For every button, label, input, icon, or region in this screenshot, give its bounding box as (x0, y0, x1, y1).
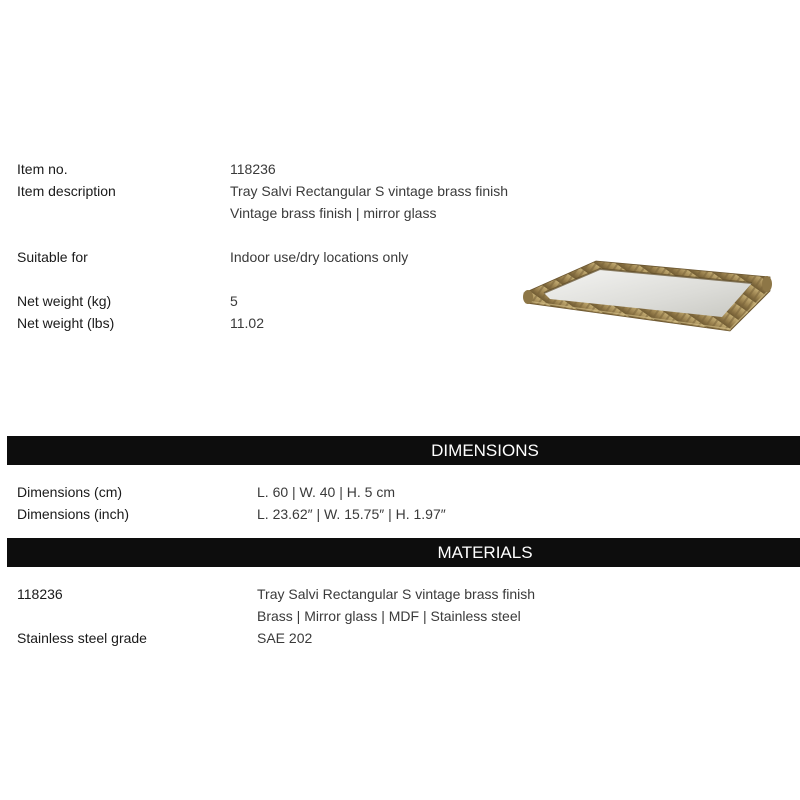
stainless-steel-grade-label: Stainless steel grade (17, 630, 147, 646)
dimensions-cm-value: L. 60 | W. 40 | H. 5 cm (257, 484, 395, 500)
net-weight-lbs-value: 11.02 (230, 315, 264, 331)
dimensions-heading: DIMENSIONS (431, 441, 539, 460)
materials-item-label: 118236 (17, 586, 63, 602)
materials-header-bar (7, 538, 800, 567)
materials-heading: MATERIALS (437, 543, 533, 562)
item-description-line-1: Tray Salvi Rectangular S vintage brass finish (230, 183, 509, 199)
stainless-steel-grade-value: SAE 202 (257, 630, 313, 646)
materials-item-line-2: Brass | Mirror glass | MDF | Stainless steel (257, 608, 521, 624)
item-no-value: 118236 (230, 161, 276, 177)
item-description-line-2: Vintage brass finish | mirror glass (230, 205, 437, 221)
product-image-tray (520, 255, 776, 335)
net-weight-kg-value: 5 (230, 293, 238, 309)
materials-item-line-1: Tray Salvi Rectangular S vintage brass finish (257, 586, 536, 602)
dimensions-header-bar (7, 436, 800, 465)
dimensions-cm-label: Dimensions (cm) (17, 484, 123, 500)
item-description-label: Item description (17, 183, 116, 199)
suitable-for-label: Suitable for (17, 249, 88, 265)
dimensions-inch-value: L. 23.62″ | W. 15.75″ | H. 1.97″ (257, 506, 446, 522)
item-no-label: Item no. (17, 161, 68, 177)
dimensions-inch-label: Dimensions (inch) (17, 506, 130, 522)
net-weight-kg-label: Net weight (kg) (17, 293, 112, 309)
suitable-for-value: Indoor use/dry locations only (230, 249, 409, 265)
net-weight-lbs-label: Net weight (lbs) (17, 315, 115, 331)
